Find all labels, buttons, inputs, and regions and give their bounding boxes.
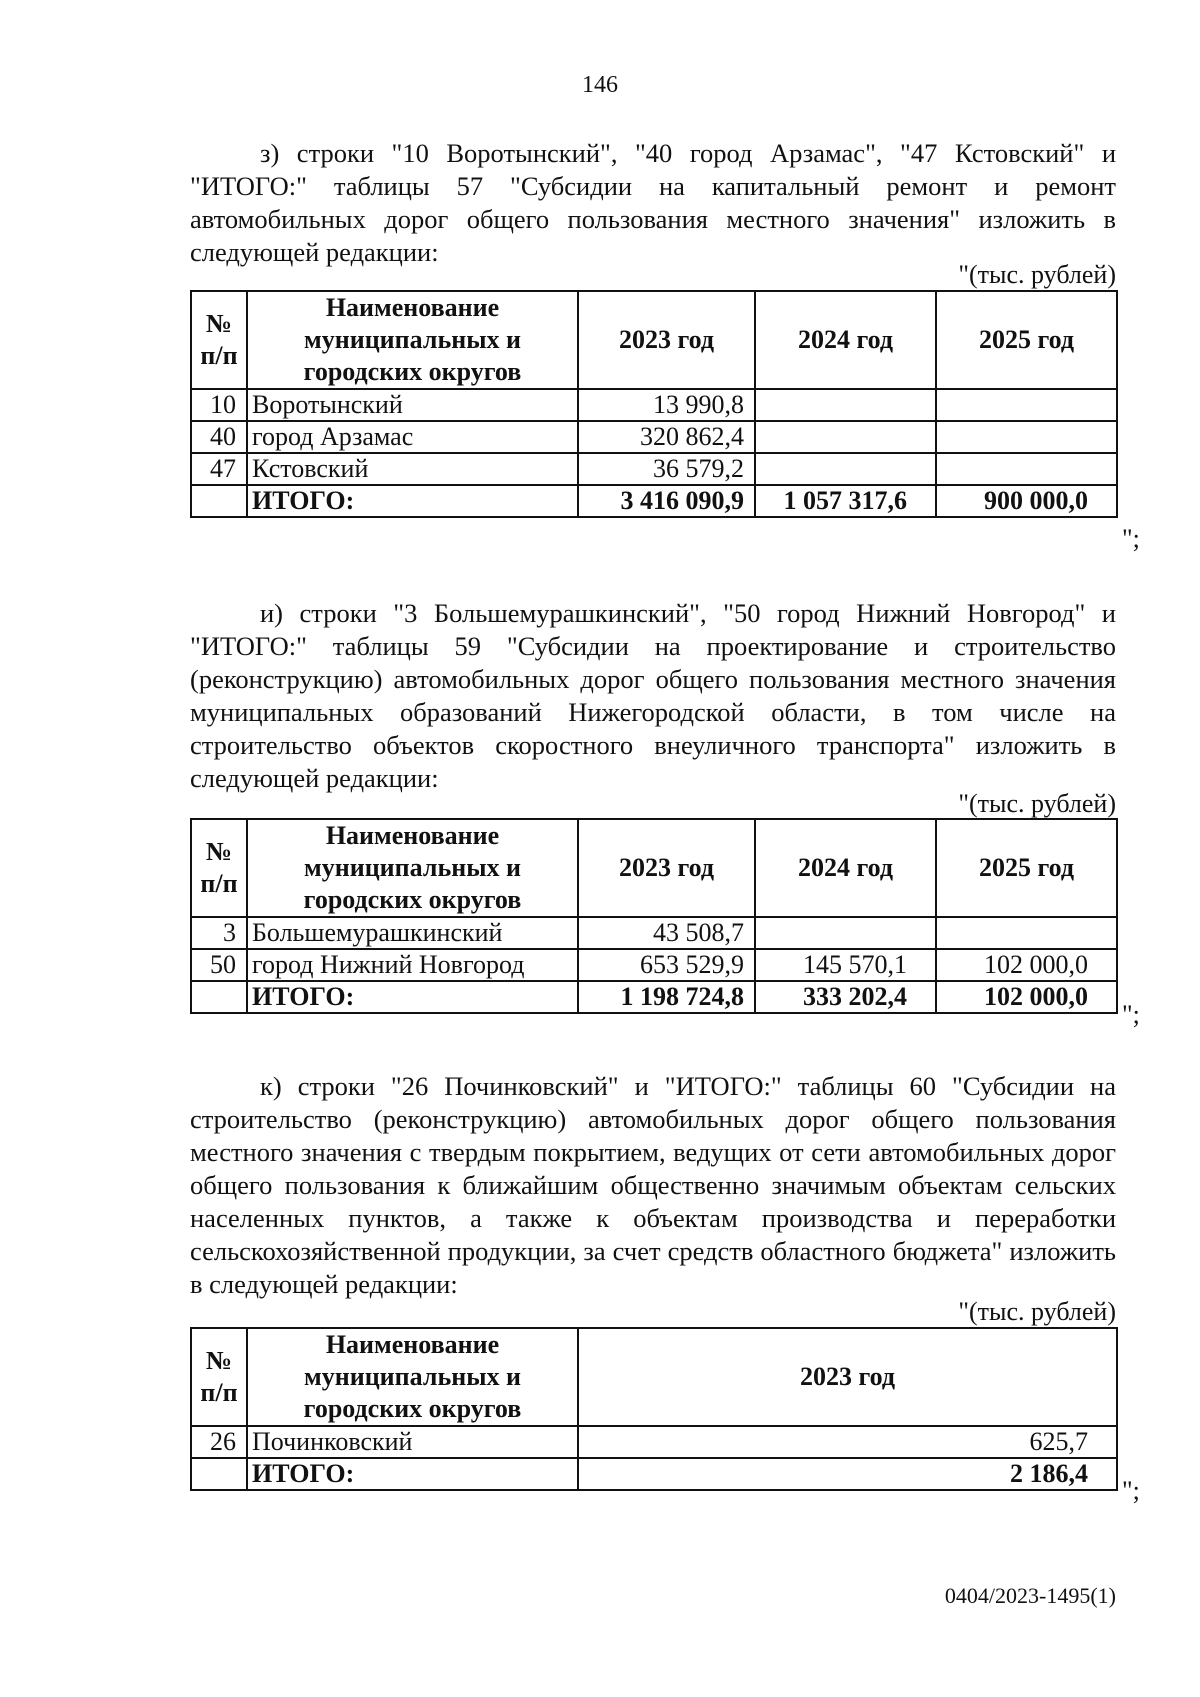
header-name: Наименование муниципальных и городских округов [247,819,578,917]
row-name: Большемурашкинский [247,917,578,949]
row-2025 [936,917,1117,949]
total-number [191,1458,247,1490]
header-2023: 2023 год [578,819,755,917]
section-i-text: и) строки "3 Большемурашкинский", "50 город Нижний Новгород" и "ИТОГО:" таблицы 59 "Субсидии на проектирование и строительство (реконструкцию) автомобильных дорог общего пользования местного значения муниципальных образований Нижегородской области, в том числе на строительство объектов скоростного внеуличного транспорта" изложить в следующей редакции: [190,598,1116,793]
page-number: 146 [582,72,618,98]
table-row [191,1426,1117,1458]
row-2023: 36 579,2 [578,453,755,485]
total-label: ИТОГО: [247,1458,578,1490]
table-total-row [191,981,1117,1013]
total-label: ИТОГО: [247,485,578,517]
table-row [191,917,1117,949]
closing-quote-2: "; [1122,1000,1140,1029]
header-2024: 2024 год [755,819,936,917]
header-2025: 2025 год [936,819,1117,917]
row-number: 10 [191,389,247,421]
row-number: 40 [191,421,247,453]
row-number: 3 [191,917,247,949]
row-2025: 102 000,0 [936,949,1117,981]
table-row [191,453,1117,485]
row-name: Воротынский [247,389,578,421]
total-2025: 102 000,0 [936,981,1117,1013]
unit-label-2: "(тыс. рублей) [958,789,1116,818]
row-2023: 320 862,4 [578,421,755,453]
unit-label-1: "(тыс. рублей) [958,260,1116,289]
table-59 [190,818,1118,1014]
header-2023: 2023 год [578,1328,1117,1426]
row-2023: 43 508,7 [578,917,755,949]
table-total-row [191,1458,1117,1490]
total-number [191,485,247,517]
section-z-text: з) строки "10 Воротынский", "40 город Арзамас", "47 Кстовский" и "ИТОГО:" таблицы 57 "Субсидии на капитальный ремонт и ремонт автомобильных дорог общего пользования местного значения" изложить в следующей редакции: [190,138,1116,267]
total-2023: 3 416 090,9 [578,485,755,517]
header-number: № п/п [191,291,247,389]
total-label: ИТОГО: [247,981,578,1013]
table-row [191,389,1117,421]
section-k-text: к) строки "26 Починковский" и "ИТОГО:" таблицы 60 "Субсидии на строительство (реконструкцию) автомобильных дорог общего пользования местного значения с твердым покрытием, ведущих от сети автомобильных дорог общего пользования к ближайшим общественно значимым объектам сельских населенных пунктов, а также к объектам производства и переработки сельскохозяйственной продукции, за счет средств областного бюджета" изложить в следующей редакции: [190,1071,1116,1299]
header-number: № п/п [191,819,247,917]
row-2025 [936,389,1117,421]
table-row [191,949,1117,981]
row-name: Кстовский [247,453,578,485]
header-name: Наименование муниципальных и городских округов [247,1328,578,1426]
table-header-row [191,819,1117,917]
row-2024 [755,453,936,485]
row-number: 50 [191,949,247,981]
table-row [191,421,1117,453]
total-2023: 1 198 724,8 [578,981,755,1013]
table-header-row [191,291,1117,389]
row-name: город Нижний Новгород [247,949,578,981]
table-header-row [191,1328,1117,1426]
closing-quote-1: "; [1122,524,1140,553]
row-2025 [936,453,1117,485]
total-2024: 1 057 317,6 [755,485,936,517]
row-2024 [755,389,936,421]
row-2023: 653 529,9 [578,949,755,981]
header-name: Наименование муниципальных и городских округов [247,291,578,389]
row-2024 [755,917,936,949]
document-code: 0404/2023-1495(1) [944,1583,1116,1608]
total-number [191,981,247,1013]
total-2023: 2 186,4 [578,1458,1117,1490]
row-2023: 13 990,8 [578,389,755,421]
table-total-row [191,485,1117,517]
closing-quote-3: "; [1122,1476,1140,1505]
row-2024: 145 570,1 [755,949,936,981]
table-60 [190,1327,1118,1491]
total-2025: 900 000,0 [936,485,1117,517]
header-2025: 2025 год [936,291,1117,389]
row-2023: 625,7 [578,1426,1117,1458]
row-2024 [755,421,936,453]
row-name: город Арзамас [247,421,578,453]
row-name: Починковский [247,1426,578,1458]
table-57 [190,290,1118,518]
row-number: 26 [191,1426,247,1458]
unit-label-3: "(тыс. рублей) [958,1297,1116,1326]
header-2023: 2023 год [578,291,755,389]
header-number: № п/п [191,1328,247,1426]
row-number: 47 [191,453,247,485]
row-2025 [936,421,1117,453]
header-2024: 2024 год [755,291,936,389]
total-2024: 333 202,4 [755,981,936,1013]
